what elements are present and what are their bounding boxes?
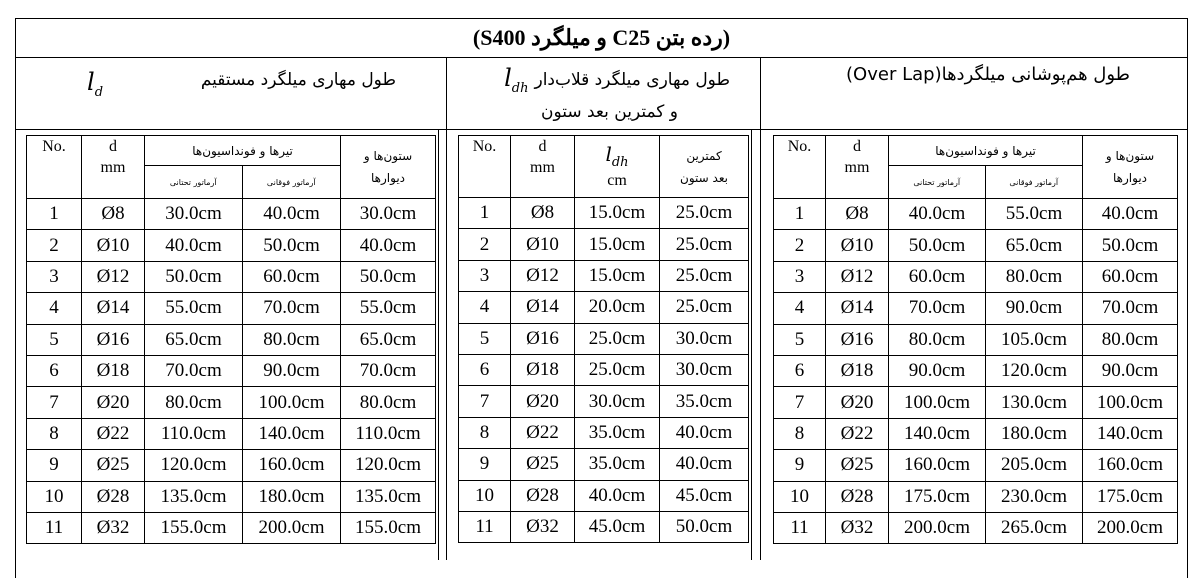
table-row: [459, 229, 749, 260]
header-top-bars: آرماتور فوقانی: [1009, 177, 1059, 187]
cell-t1-col: 30.0cm: [341, 199, 436, 230]
table-row: [459, 449, 749, 480]
cell-no: 6: [459, 354, 511, 385]
cell-t3-top: 180.0cm: [986, 418, 1083, 449]
cell-t3-col: 70.0cm: [1083, 293, 1178, 324]
cell-d: Ø20: [826, 387, 889, 418]
cell-t3-bot: 50.0cm: [889, 230, 986, 261]
table-row: [27, 261, 436, 292]
cell-t2-ldh: 40.0cm: [575, 480, 660, 511]
cell-t1-top: 200.0cm: [243, 512, 341, 543]
table-title: (رده بتن C25 و میلگرد S400): [15, 18, 1188, 58]
table-row: [459, 417, 749, 448]
straight-anchorage-table: [26, 135, 436, 544]
cell-t3-col: 100.0cm: [1083, 387, 1178, 418]
cell-t1-bot: 120.0cm: [145, 450, 243, 481]
section-straight-anchorage-header: [15, 58, 447, 130]
cell-t1-col: 120.0cm: [341, 450, 436, 481]
cell-t3-top: 55.0cm: [986, 199, 1083, 230]
cell-no: 9: [27, 450, 82, 481]
header-beams: تیرها و فونداسیون‌ها آرماتور تحتانی آرماتور فوقانی: [889, 136, 1083, 199]
cell-no: 8: [774, 418, 826, 449]
cell-no: 3: [774, 261, 826, 292]
cell-t1-bot: 40.0cm: [145, 230, 243, 261]
cell-t1-col: 155.0cm: [341, 512, 436, 543]
cell-t1-col: 40.0cm: [341, 230, 436, 261]
cell-t1-top: 90.0cm: [243, 355, 341, 386]
cell-d: Ø12: [826, 261, 889, 292]
header-top-bars: آرماتور فوقانی: [266, 177, 316, 187]
ld-symbol: $l_d$: [87, 68, 104, 100]
cell-no: 2: [774, 230, 826, 261]
header-bottom-bars: آرماتور تحتانی: [145, 166, 243, 198]
cell-t1-top: 80.0cm: [243, 324, 341, 355]
cell-t2-ldh: 20.0cm: [575, 292, 660, 323]
cell-t3-bot: 90.0cm: [889, 355, 986, 386]
cell-t1-col: 55.0cm: [341, 293, 436, 324]
cell-t2-ldh: 30.0cm: [575, 386, 660, 417]
header-beams: تیرها و فونداسیون‌ها آرماتور تحتانی آرماتور فوقانی: [145, 136, 341, 199]
cell-no: 8: [27, 418, 82, 449]
cell-t3-bot: 140.0cm: [889, 418, 986, 449]
cell-d: Ø10: [826, 230, 889, 261]
header-no: No.: [459, 136, 511, 198]
table-row: [27, 355, 436, 386]
cell-t3-top: 105.0cm: [986, 324, 1083, 355]
cell-t3-col: 50.0cm: [1083, 230, 1178, 261]
cell-t1-top: 50.0cm: [243, 230, 341, 261]
table-row: [774, 450, 1178, 481]
table-row: [774, 481, 1178, 512]
cell-d: Ø22: [82, 418, 145, 449]
cell-t3-col: 80.0cm: [1083, 324, 1178, 355]
cell-t1-col: 80.0cm: [341, 387, 436, 418]
cell-t2-ldh: 25.0cm: [575, 323, 660, 354]
cell-no: 11: [459, 511, 511, 542]
table-row: [27, 481, 436, 512]
cell-t3-top: 230.0cm: [986, 481, 1083, 512]
cell-t1-bot: 65.0cm: [145, 324, 243, 355]
cell-t1-top: 100.0cm: [243, 387, 341, 418]
cell-d: Ø32: [82, 512, 145, 543]
cell-no: 2: [459, 229, 511, 260]
table-row: [459, 260, 749, 291]
cell-t1-col: 110.0cm: [341, 418, 436, 449]
cell-t3-bot: 70.0cm: [889, 293, 986, 324]
cell-no: 4: [27, 293, 82, 324]
cell-t2-min: 25.0cm: [660, 260, 749, 291]
cell-t3-col: 60.0cm: [1083, 261, 1178, 292]
cell-no: 8: [459, 417, 511, 448]
cell-d: Ø25: [826, 450, 889, 481]
column-separator: [751, 130, 761, 560]
table-row: [459, 386, 749, 417]
cell-d: Ø32: [511, 511, 575, 542]
cell-t3-bot: 100.0cm: [889, 387, 986, 418]
cell-t3-bot: 60.0cm: [889, 261, 986, 292]
cell-no: 5: [459, 323, 511, 354]
cell-t3-bot: 175.0cm: [889, 481, 986, 512]
cell-d: Ø22: [511, 417, 575, 448]
cell-no: 10: [774, 481, 826, 512]
cell-no: 7: [459, 386, 511, 417]
cell-no: 9: [774, 450, 826, 481]
cell-t1-top: 180.0cm: [243, 481, 341, 512]
hooked-anchorage-table: [458, 135, 749, 543]
cell-t1-bot: 80.0cm: [145, 387, 243, 418]
cell-d: Ø14: [511, 292, 575, 323]
cell-t2-min: 50.0cm: [660, 511, 749, 542]
section-hooked-anchorage-subtitle: و کمترین بعد ستون: [540, 102, 678, 122]
cell-no: 1: [27, 199, 82, 230]
table-row: [774, 261, 1178, 292]
cell-d: Ø22: [826, 418, 889, 449]
cell-no: 9: [459, 449, 511, 480]
cell-t2-min: 40.0cm: [660, 449, 749, 480]
cell-t3-top: 80.0cm: [986, 261, 1083, 292]
table-row: [27, 199, 436, 230]
table-row: [774, 324, 1178, 355]
cell-t3-col: 160.0cm: [1083, 450, 1178, 481]
table-row: [774, 418, 1178, 449]
cell-d: Ø16: [511, 323, 575, 354]
cell-t2-ldh: 15.0cm: [575, 198, 660, 229]
cell-t1-col: 65.0cm: [341, 324, 436, 355]
cell-t3-col: 140.0cm: [1083, 418, 1178, 449]
cell-t1-top: 40.0cm: [243, 199, 341, 230]
cell-no: 6: [27, 355, 82, 386]
cell-t2-ldh: 15.0cm: [575, 229, 660, 260]
cell-t2-min: 25.0cm: [660, 229, 749, 260]
cell-t1-bot: 135.0cm: [145, 481, 243, 512]
cell-t3-top: 130.0cm: [986, 387, 1083, 418]
cell-t2-ldh: 35.0cm: [575, 417, 660, 448]
table-row: [459, 354, 749, 385]
section-overlap-header: [761, 58, 1188, 130]
cell-t1-top: 140.0cm: [243, 418, 341, 449]
cell-no: 11: [27, 512, 82, 543]
table-row: [774, 199, 1178, 230]
cell-d: Ø12: [82, 261, 145, 292]
header-diameter: d mm: [826, 136, 889, 199]
cell-t2-min: 30.0cm: [660, 354, 749, 385]
cell-d: Ø10: [82, 230, 145, 261]
cell-no: 11: [774, 512, 826, 543]
cell-t3-top: 205.0cm: [986, 450, 1083, 481]
table-row: [27, 230, 436, 261]
section-hooked-anchorage-title: طول مهاری میلگرد قلاب‌دار: [534, 69, 730, 90]
cell-d: Ø28: [511, 480, 575, 511]
cell-t1-bot: 110.0cm: [145, 418, 243, 449]
section-overlap-title: طول هم‌پوشانی میلگردها(Over Lap): [846, 64, 1130, 85]
cell-t2-ldh: 45.0cm: [575, 511, 660, 542]
cell-d: Ø25: [511, 449, 575, 480]
cell-no: 5: [27, 324, 82, 355]
cell-t2-min: 40.0cm: [660, 417, 749, 448]
table-row: [27, 512, 436, 543]
cell-d: Ø16: [826, 324, 889, 355]
cell-t2-min: 45.0cm: [660, 480, 749, 511]
section-straight-anchorage-title: طول مهاری میلگرد مستقیم: [200, 70, 396, 90]
cell-t3-col: 200.0cm: [1083, 512, 1178, 543]
cell-t1-col: 135.0cm: [341, 481, 436, 512]
section-hooked-anchorage-header: [447, 58, 761, 130]
header-diameter: d mm: [82, 136, 145, 199]
cell-d: Ø20: [511, 386, 575, 417]
cell-t2-min: 35.0cm: [660, 386, 749, 417]
column-separator: [438, 130, 447, 560]
cell-d: Ø28: [826, 481, 889, 512]
cell-no: 4: [459, 292, 511, 323]
cell-t3-col: 40.0cm: [1083, 199, 1178, 230]
cell-t3-bot: 200.0cm: [889, 512, 986, 543]
cell-t2-min: 25.0cm: [660, 292, 749, 323]
cell-t1-col: 70.0cm: [341, 355, 436, 386]
cell-t3-top: 90.0cm: [986, 293, 1083, 324]
cell-t1-bot: 55.0cm: [145, 293, 243, 324]
table-row: [774, 230, 1178, 261]
table-row: [27, 324, 436, 355]
table-row: [774, 355, 1178, 386]
header-no: No.: [774, 136, 826, 199]
cell-no: 7: [27, 387, 82, 418]
header-columns: ستون‌ها و دیوارها: [341, 136, 436, 199]
cell-d: Ø8: [511, 198, 575, 229]
cell-t3-top: 120.0cm: [986, 355, 1083, 386]
cell-no: 7: [774, 387, 826, 418]
cell-t2-min: 30.0cm: [660, 323, 749, 354]
cell-t1-col: 50.0cm: [341, 261, 436, 292]
cell-no: 1: [459, 198, 511, 229]
header-diameter: d mm: [511, 136, 575, 198]
cell-d: Ø18: [82, 355, 145, 386]
cell-t3-bot: 40.0cm: [889, 199, 986, 230]
cell-no: 10: [459, 480, 511, 511]
cell-t3-bot: 80.0cm: [889, 324, 986, 355]
cell-d: Ø16: [82, 324, 145, 355]
table-row: [459, 292, 749, 323]
cell-t1-top: 70.0cm: [243, 293, 341, 324]
cell-no: 5: [774, 324, 826, 355]
header-no: No.: [27, 136, 82, 199]
table-row: [27, 450, 436, 481]
header-min-column: کمترین بعد ستون: [660, 136, 749, 198]
cell-no: 1: [774, 199, 826, 230]
ldh-symbol: $l_{dh}$: [504, 64, 529, 96]
table-row: [774, 293, 1178, 324]
cell-no: 3: [27, 261, 82, 292]
cell-t2-min: 25.0cm: [660, 198, 749, 229]
table-row: [27, 418, 436, 449]
cell-t1-bot: 30.0cm: [145, 199, 243, 230]
cell-no: 10: [27, 481, 82, 512]
cell-d: Ø28: [82, 481, 145, 512]
cell-t1-bot: 70.0cm: [145, 355, 243, 386]
table-row: [459, 198, 749, 229]
cell-t1-top: 60.0cm: [243, 261, 341, 292]
table-row: [27, 387, 436, 418]
cell-d: Ø8: [82, 199, 145, 230]
cell-no: 3: [459, 260, 511, 291]
cell-d: Ø32: [826, 512, 889, 543]
table-row: [459, 480, 749, 511]
cell-t3-top: 265.0cm: [986, 512, 1083, 543]
cell-no: 6: [774, 355, 826, 386]
cell-no: 4: [774, 293, 826, 324]
table-row: [774, 512, 1178, 543]
cell-t3-col: 175.0cm: [1083, 481, 1178, 512]
cell-no: 2: [27, 230, 82, 261]
cell-d: Ø10: [511, 229, 575, 260]
cell-d: Ø25: [82, 450, 145, 481]
header-bottom-bars: آرماتور تحتانی: [889, 166, 986, 198]
cell-d: Ø12: [511, 260, 575, 291]
cell-t2-ldh: 15.0cm: [575, 260, 660, 291]
cell-d: Ø8: [826, 199, 889, 230]
cell-t2-ldh: 25.0cm: [575, 354, 660, 385]
cell-d: Ø20: [82, 387, 145, 418]
table-row: [774, 387, 1178, 418]
cell-d: Ø18: [826, 355, 889, 386]
cell-t1-top: 160.0cm: [243, 450, 341, 481]
cell-t1-bot: 155.0cm: [145, 512, 243, 543]
cell-d: Ø14: [82, 293, 145, 324]
cell-t1-bot: 50.0cm: [145, 261, 243, 292]
header-ldh: $l_{dh}$ cm: [575, 136, 660, 198]
cell-t3-top: 65.0cm: [986, 230, 1083, 261]
cell-t3-col: 90.0cm: [1083, 355, 1178, 386]
header-columns: ستون‌ها و دیوارها: [1083, 136, 1178, 199]
table-row: [459, 511, 749, 542]
cell-t2-ldh: 35.0cm: [575, 449, 660, 480]
cell-d: Ø14: [826, 293, 889, 324]
cell-t3-bot: 160.0cm: [889, 450, 986, 481]
table-row: [459, 323, 749, 354]
table-row: [27, 293, 436, 324]
cell-d: Ø18: [511, 354, 575, 385]
overlap-table: [773, 135, 1178, 544]
